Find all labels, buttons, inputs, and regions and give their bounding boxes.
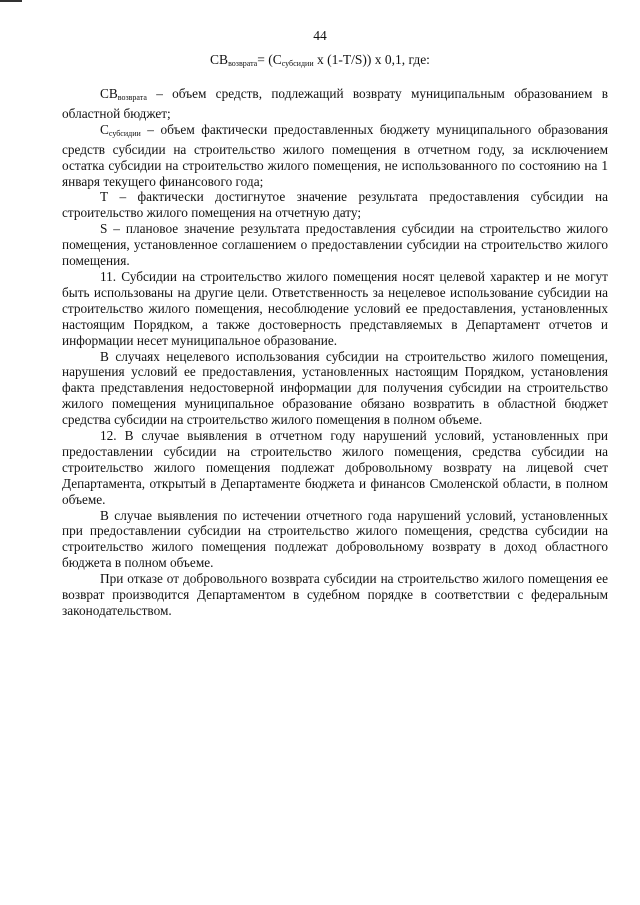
formula-rhs-open: = (С: [257, 52, 282, 67]
paragraph-11: 11. Субсидии на строительство жилого помещения носят целевой характер и не могут быть использованы на другие цели. Ответственность за нецелевое использование субсидии на строительство жилого помещения, несоблюдение условий ее предоставления, установленных настоящим Порядком, а также достоверность представляемых в Департамент отчетов и информации несет муниципальное образование.: [62, 268, 608, 348]
formula-lhs: СВ: [210, 52, 229, 67]
definition-cv-symbol: СВ: [100, 86, 118, 101]
definition-cv-text: – объем средств, подлежащий возврату муниципальным образованием в областной бюджет;: [62, 86, 608, 121]
formula-lhs-subscript: возврата: [228, 59, 258, 68]
paragraph-after-year: В случае выявления по истечении отчетного года нарушений условий, установленных при предоставлении субсидии на строительство жилого помещения, средства субсидии на строительство жилого помещения подлежат добровольному возврату в доход областного бюджета в полном объеме.: [62, 507, 608, 571]
page-number: 44: [313, 28, 327, 43]
formula-rhs-subscript: субсидии: [281, 59, 314, 68]
definition-c: [62, 122, 608, 190]
definition-cv-subscript: возврата: [117, 93, 147, 102]
definition-s: S – плановое значение результата предоставления субсидии на строительство жилого помещения, установленное соглашением о предоставлении субсидии на строительство жилого помещения.: [62, 221, 608, 269]
definition-c-text: – объем фактически предоставленных бюджету муниципального образования средств субсидии на строительство жилого помещения в отчетном году, за исключением остатка субсидии на строительство жилого помещения, не использованного по состоянию на 1 января текущего финансового года;: [62, 121, 608, 189]
corner-mark: [0, 0, 22, 2]
definition-cv: [62, 86, 608, 122]
paragraph-refusal: При отказе от добровольного возврата субсидии на строительство жилого помещения ее возврат производится Департаментом в судебном порядке в соответствии с федеральным законодательством.: [62, 571, 608, 618]
document-body: [62, 86, 608, 619]
definition-c-subscript: субсидии: [108, 128, 141, 138]
definition-t: Т – фактически достигнутое значение результата предоставления субсидии на строительство жилого помещения на отчетную дату;: [62, 189, 608, 221]
paragraph-misuse: В случаях нецелевого использования субсидии на строительство жилого помещения, нарушения условий ее предоставления, установленных настоящим Порядком, установления факта представления недостоверной информации для получения субсидии на строительство жилого помещения муниципальное образование обязано возвратить в областной бюджет средства субсидии на строительство жилого помещения в полном объеме.: [62, 348, 608, 428]
definition-c-symbol: С: [100, 121, 109, 137]
paragraph-12: 12. В случае выявления в отчетном году нарушений условий, установленных при предоставлении субсидии на строительство жилого помещения, средства субсидии на строительство жилого помещения подлежат добровольному возврату на лицевой счет Департамента, открытый в Департаменте бюджета и финансов Смоленской области, в полном объеме.: [62, 428, 608, 507]
formula-rhs-rest: х (1-Т/S)) х 0,1, где:: [313, 52, 430, 67]
return-formula: [0, 52, 640, 68]
